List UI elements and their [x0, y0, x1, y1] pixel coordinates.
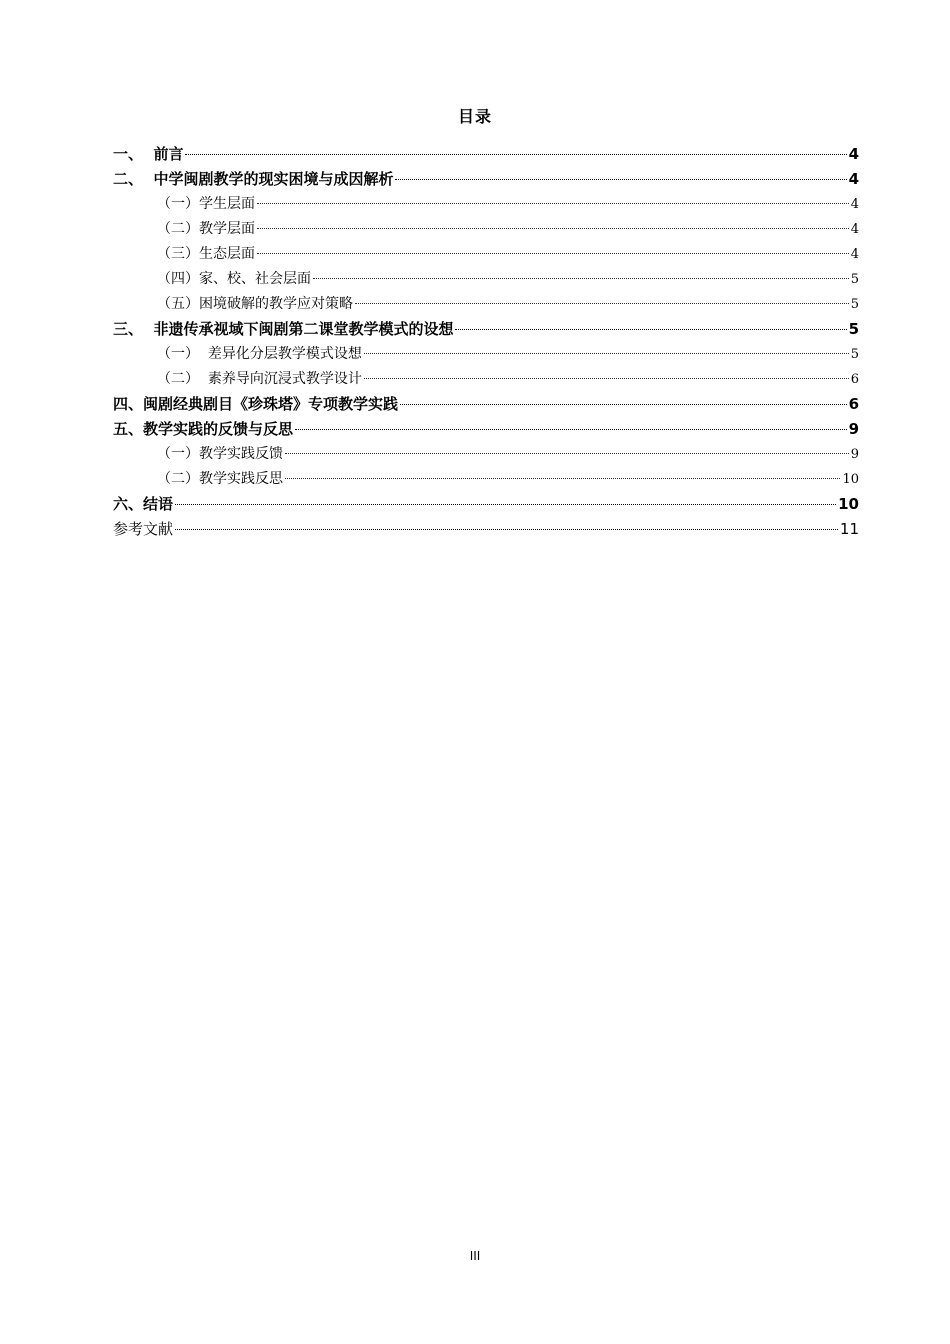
- toc-number: 一、: [113, 145, 154, 163]
- toc-page-number: 6: [850, 372, 859, 387]
- toc-title: 教学实践反馈: [199, 446, 283, 462]
- dot-leader: [185, 153, 846, 155]
- page-title: 目录: [457, 107, 492, 126]
- toc-entry[interactable]: [113, 217, 859, 242]
- toc-title: 学生层面: [199, 196, 255, 212]
- toc-entry[interactable]: [113, 417, 859, 442]
- toc-number: （二）: [157, 371, 208, 387]
- toc-title: 家、校、社会层面: [199, 271, 311, 287]
- toc-title: 教学实践反思: [199, 471, 283, 487]
- toc-entry[interactable]: [113, 317, 859, 342]
- toc-title: 素养导向沉浸式教学设计: [207, 371, 362, 387]
- toc-entry[interactable]: [113, 467, 859, 492]
- toc-number: 四、: [113, 395, 144, 413]
- toc-number: 六、: [113, 495, 144, 513]
- toc-number: （一）: [157, 346, 208, 362]
- toc-number: 二、: [113, 170, 154, 188]
- toc-entry[interactable]: [113, 142, 859, 167]
- toc-page-number: 4: [850, 222, 859, 237]
- toc-page-number: 6: [848, 395, 859, 413]
- toc-entry[interactable]: [113, 342, 859, 367]
- toc-title: 教学实践的反馈与反思: [143, 420, 294, 438]
- toc-number: （一）: [157, 446, 199, 462]
- toc-entry[interactable]: [113, 492, 859, 517]
- dot-leader: [400, 403, 847, 405]
- toc-entry[interactable]: [113, 242, 859, 267]
- toc-page-number: 9: [850, 447, 859, 462]
- page-footer-number: III: [469, 1249, 481, 1263]
- toc-page-number: 4: [848, 145, 859, 163]
- toc-number: （一）: [157, 196, 199, 212]
- dot-leader: [364, 352, 849, 354]
- table-of-contents: [113, 142, 859, 542]
- toc-title: 非遗传承视域下闽剧第二课堂教学模式的设想: [153, 320, 454, 338]
- dot-leader: [285, 477, 840, 479]
- toc-entry[interactable]: [113, 192, 859, 217]
- toc-title: 结语: [143, 495, 174, 513]
- toc-page-number: 9: [848, 420, 859, 438]
- toc-title: 前言: [153, 145, 184, 163]
- dot-leader: [395, 178, 846, 180]
- toc-entry[interactable]: [113, 517, 859, 542]
- toc-number: （三）: [157, 246, 199, 262]
- dot-leader: [257, 252, 849, 254]
- dot-leader: [257, 202, 849, 204]
- dot-leader: [313, 277, 849, 279]
- toc-title: 差异化分层教学模式设想: [207, 346, 362, 362]
- dot-leader: [175, 503, 836, 505]
- toc-number: 三、: [113, 320, 154, 338]
- toc-page-number: 4: [850, 197, 859, 212]
- dot-leader: [257, 227, 849, 229]
- toc-entry[interactable]: [113, 267, 859, 292]
- dot-leader: [455, 328, 846, 330]
- toc-number: （二）: [157, 221, 199, 237]
- toc-title: 闽剧经典剧目《珍珠塔》专项教学实践: [143, 395, 399, 413]
- toc-title: 参考文献: [113, 520, 174, 538]
- toc-page-number: 11: [839, 520, 859, 538]
- dot-leader: [285, 452, 849, 454]
- toc-number: （四）: [157, 271, 199, 287]
- toc-page-number: 10: [842, 472, 859, 487]
- toc-title: 困境破解的教学应对策略: [199, 296, 353, 312]
- dot-leader: [364, 377, 849, 379]
- dot-leader: [175, 528, 838, 530]
- toc-number: 五、: [113, 420, 144, 438]
- toc-page-number: 5: [848, 320, 859, 338]
- toc-title: 教学层面: [199, 221, 255, 237]
- toc-entry[interactable]: [113, 292, 859, 317]
- toc-number: （五）: [157, 296, 199, 312]
- toc-page-number: 10: [838, 495, 859, 513]
- toc-entry[interactable]: [113, 392, 859, 417]
- toc-page-number: 4: [848, 170, 859, 188]
- toc-number: （二）: [157, 471, 199, 487]
- dot-leader: [295, 428, 847, 430]
- toc-entry[interactable]: [113, 442, 859, 467]
- toc-page-number: 5: [850, 272, 859, 287]
- toc-entry[interactable]: [113, 167, 859, 192]
- toc-page-number: 5: [850, 297, 859, 312]
- toc-entry[interactable]: [113, 367, 859, 392]
- toc-page-number: 4: [850, 247, 859, 262]
- dot-leader: [355, 302, 849, 304]
- toc-title: 生态层面: [199, 246, 255, 262]
- toc-page-number: 5: [850, 347, 859, 362]
- toc-title: 中学闽剧教学的现实困境与成因解析: [153, 170, 394, 188]
